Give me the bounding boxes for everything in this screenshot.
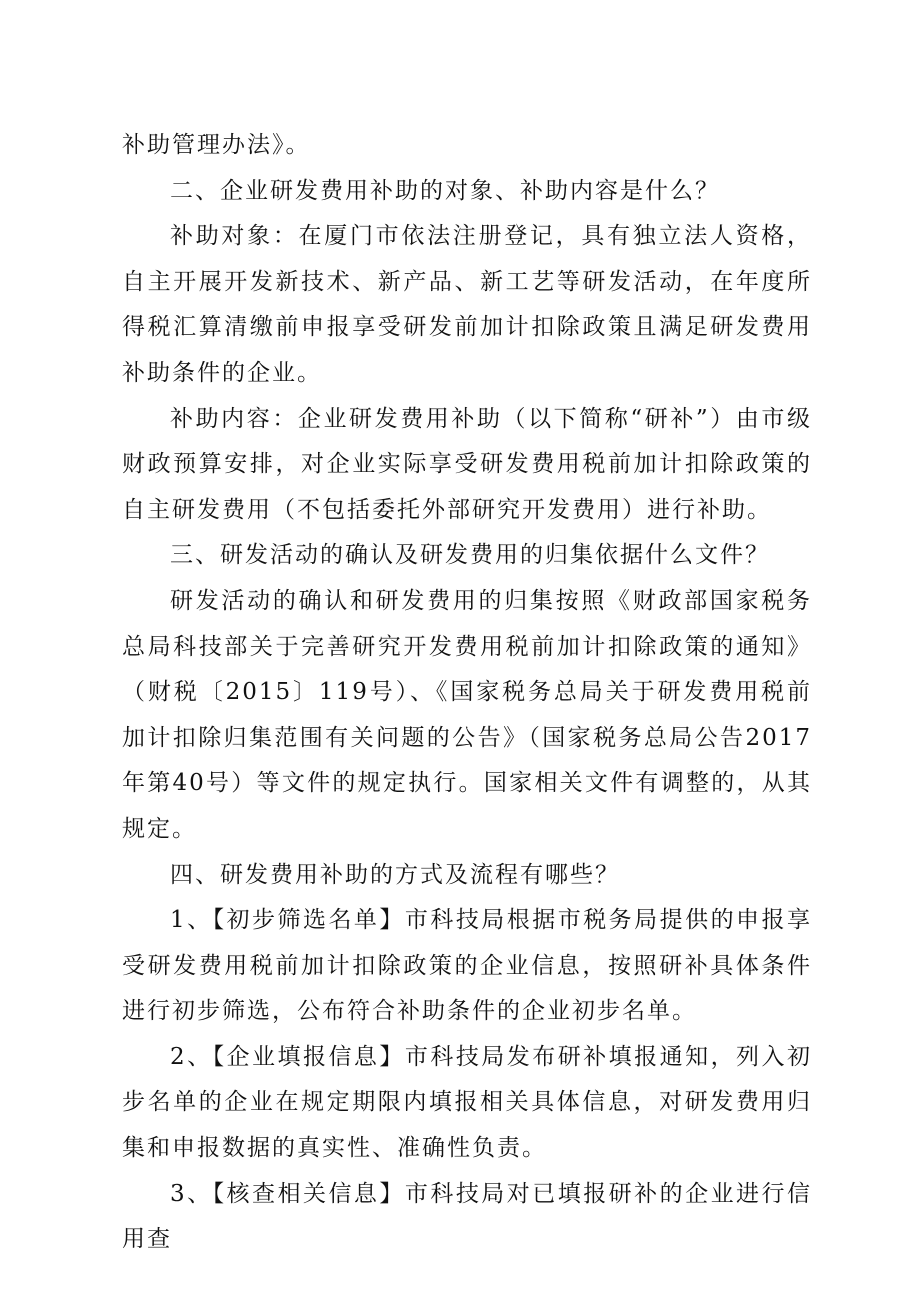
- paragraph-step-2: 2、【企业填报信息】市科技局发布研补填报通知，列入初步名单的企业在规定期限内填报相关具体信息，对研发费用归集和申报数据的真实性、准确性负责。: [122, 1043, 812, 1162]
- section-heading-4: 四、研发费用补助的方式及流程有哪些？: [170, 861, 620, 888]
- section-heading-2: 二、企业研发费用补助的对象、补助内容是什么？: [170, 177, 720, 204]
- document-body: [122, 123, 812, 1263]
- paragraph-basis-documents: 研发活动的确认和研发费用的归集按照《财政部国家税务总局科技部关于完善研究开发费用税前加计扣除政策的通知》（财税〔2015〕119号）、《国家税务总局关于研发费用税前加计扣除归集范围有关问题的公告》（国家税务总局公告2017年第40号）等文件的规定执行。国家相关文件有调整的，从其规定。: [122, 587, 812, 842]
- section-heading-3: 三、研发活动的确认及研发费用的归集依据什么文件？: [170, 542, 770, 569]
- paragraph-subsidy-target: 补助对象：在厦门市依法注册登记，具有独立法人资格，自主开展开发新技术、新产品、新工艺等研发活动，在年度所得税汇算清缴前申报享受研发前加计扣除政策且满足研发费用补助条件的企业。: [122, 223, 812, 386]
- paragraph-subsidy-content: 补助内容：企业研发费用补助（以下简称“研补”）由市级财政预算安排，对企业实际享受研发费用税前加计扣除政策的自主研发费用（不包括委托外部研究开发费用）进行补助。: [122, 405, 812, 523]
- paragraph-step-3: 3、【核查相关信息】市科技局对已填报研补的企业进行信用查: [122, 1180, 812, 1253]
- paragraph-step-1: 1、【初步筛选名单】市科技局根据市税务局提供的申报享受研发费用税前加计扣除政策的企业信息，按照研补具体条件进行初步筛选，公布符合补助条件的企业初步名单。: [122, 907, 812, 1025]
- paragraph-continuation: 补助管理办法》。: [122, 132, 311, 158]
